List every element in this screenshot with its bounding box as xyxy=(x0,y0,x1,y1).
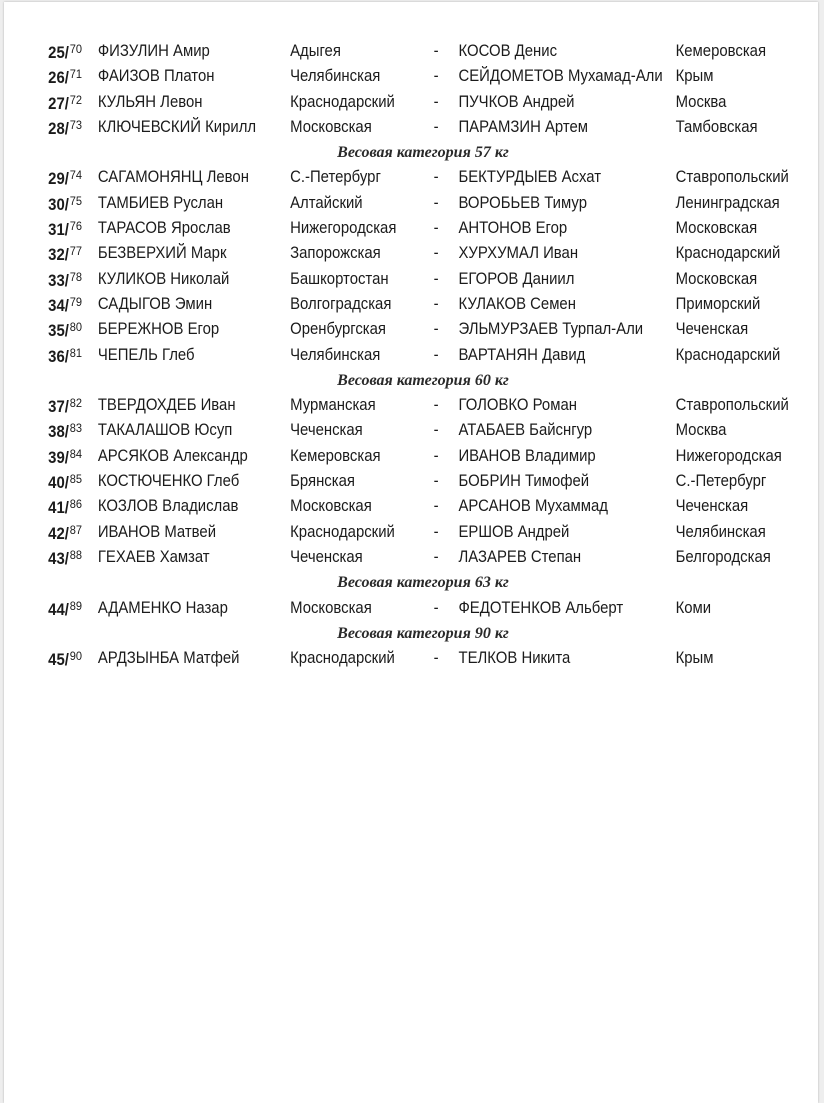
athlete-red-name: ТВЕРДОХДЕБ Иван xyxy=(97,396,236,415)
athlete-blue-name: АРСАНОВ Мухаммад xyxy=(458,497,608,516)
athlete-red-region: Волгоградская xyxy=(290,294,392,313)
athlete-red-region: Башкортостан xyxy=(290,269,389,288)
bout-row xyxy=(4,90,814,115)
bout-number xyxy=(48,244,82,265)
versus-dash: - xyxy=(433,92,439,111)
bout-number-overall: 79 xyxy=(69,294,83,309)
versus-dash: - xyxy=(433,193,439,212)
bout-row xyxy=(4,115,814,140)
bout-number-overall: 70 xyxy=(69,42,83,56)
athlete-blue-name: ЕГОРОВ Даниил xyxy=(458,269,575,288)
athlete-blue-region: Коми xyxy=(675,598,712,617)
athlete-red-region: Чеченская xyxy=(290,421,363,440)
versus-dash: - xyxy=(433,320,439,339)
bout-row xyxy=(4,520,814,545)
versus-dash: - xyxy=(433,345,439,364)
versus-dash: - xyxy=(433,67,439,86)
athlete-blue-name: ЭЛЬМУРЗАЕВ Турпал-Али xyxy=(458,320,644,339)
athlete-red-region: Челябинская xyxy=(290,345,381,364)
bout-number-overall: 87 xyxy=(69,522,83,537)
athlete-blue-region: Крым xyxy=(675,67,714,86)
bout-number-overall: 76 xyxy=(69,219,83,234)
bout-number xyxy=(48,320,82,341)
versus-dash: - xyxy=(433,522,439,541)
versus-dash: - xyxy=(433,446,439,465)
bout-number xyxy=(48,649,82,670)
athlete-red-name: ФИЗУЛИН Амир xyxy=(97,42,210,60)
bout-number-overall: 83 xyxy=(69,421,83,436)
athlete-red-region: Челябинская xyxy=(290,67,381,86)
athlete-red-region: Нижегородская xyxy=(290,219,397,238)
athlete-red-name: ЧЕПЕЛЬ Глеб xyxy=(97,345,195,364)
athlete-blue-name: ПУЧКОВ Андрей xyxy=(458,92,575,111)
athlete-blue-name: ЛАЗАРЕВ Степан xyxy=(458,547,582,566)
athlete-red-region: Запорожская xyxy=(290,244,381,263)
bout-number xyxy=(48,447,82,468)
bout-row xyxy=(4,64,814,89)
athlete-blue-name: АТАБАЕВ Байснгур xyxy=(458,421,593,440)
versus-dash: - xyxy=(433,269,439,288)
athlete-red-name: АРДЗЫНБА Матфей xyxy=(97,649,240,668)
bout-row xyxy=(4,241,814,266)
athlete-blue-region: Ставропольский xyxy=(675,168,789,187)
athlete-red-name: АДАМЕНКО Назар xyxy=(97,598,228,617)
bout-row xyxy=(4,596,814,621)
athlete-blue-region: С.-Петербург xyxy=(675,472,767,491)
athlete-red-region: Краснодарский xyxy=(290,649,395,668)
athlete-red-region: Алтайский xyxy=(290,193,363,212)
athlete-red-name: КЛЮЧЕВСКИЙ Кирилл xyxy=(97,117,257,136)
athlete-red-region: Московская xyxy=(290,598,372,617)
bout-row xyxy=(4,317,814,342)
athlete-blue-region: Челябинская xyxy=(675,522,766,541)
bout-number-main: 31/ xyxy=(48,221,69,240)
bout-number xyxy=(48,118,82,139)
bout-number-main: 34/ xyxy=(48,296,69,315)
athlete-blue-name: ХУРХУМАЛ Иван xyxy=(458,244,579,263)
bout-number-main: 30/ xyxy=(48,195,69,214)
weight-category-heading: Весовая категория 57 кг xyxy=(337,144,509,162)
athlete-blue-name: КУЛАКОВ Семен xyxy=(458,294,576,313)
bout-row xyxy=(4,292,814,317)
athlete-blue-region: Нижегородская xyxy=(675,446,782,465)
bout-number xyxy=(48,93,82,114)
athlete-red-name: АРСЯКОВ Александр xyxy=(97,446,248,465)
bout-number xyxy=(48,295,82,316)
bout-number xyxy=(48,346,82,367)
bout-number-overall: 73 xyxy=(69,117,83,132)
athlete-red-name: КУЛЬЯН Левон xyxy=(97,92,203,111)
bout-row xyxy=(4,343,814,368)
athlete-red-name: КОСТЮЧЕНКО Глеб xyxy=(97,472,240,491)
athlete-blue-name: ЕРШОВ Андрей xyxy=(458,522,570,541)
athlete-red-region: Мурманская xyxy=(290,396,376,415)
bout-number-main: 27/ xyxy=(48,94,69,113)
bout-row xyxy=(4,444,814,469)
versus-dash: - xyxy=(433,472,439,491)
athlete-red-name: САДЫГОВ Эмин xyxy=(97,294,213,313)
bout-number-overall: 77 xyxy=(69,244,83,259)
bout-row xyxy=(4,165,814,190)
versus-dash: - xyxy=(433,117,439,136)
athlete-blue-name: КОСОВ Денис xyxy=(458,42,558,60)
bout-number-overall: 71 xyxy=(69,67,83,82)
athlete-blue-region: Крым xyxy=(675,649,714,668)
athlete-blue-name: ФЕДОТЕНКОВ Альберт xyxy=(458,598,624,617)
bout-number-main: 29/ xyxy=(48,170,69,189)
bout-row xyxy=(4,267,814,292)
document-page xyxy=(4,2,818,1103)
bout-number-main: 35/ xyxy=(48,322,69,341)
bout-row xyxy=(4,545,814,570)
athlete-red-name: ГЕХАЕВ Хамзат xyxy=(97,547,210,566)
bout-number-main: 26/ xyxy=(48,69,69,88)
athlete-red-name: БЕЗВЕРХИЙ Марк xyxy=(97,244,227,263)
versus-dash: - xyxy=(433,547,439,566)
bout-number xyxy=(48,421,82,442)
versus-dash: - xyxy=(433,294,439,313)
bout-number-main: 41/ xyxy=(48,499,69,518)
bout-number-main: 25/ xyxy=(48,44,69,62)
bout-row xyxy=(4,191,814,216)
athlete-red-region: Кемеровская xyxy=(290,446,381,465)
athlete-red-name: САГАМОНЯНЦ Левон xyxy=(97,168,249,187)
bout-number-main: 39/ xyxy=(48,448,69,467)
athlete-blue-region: Москва xyxy=(675,92,727,111)
bout-number xyxy=(48,523,82,544)
bout-number xyxy=(48,42,82,63)
bout-number-overall: 85 xyxy=(69,472,83,487)
bout-number xyxy=(48,270,82,291)
versus-dash: - xyxy=(433,421,439,440)
bout-number-overall: 88 xyxy=(69,547,83,562)
bout-number-main: 38/ xyxy=(48,423,69,442)
athlete-red-region: Оренбургская xyxy=(290,320,387,339)
versus-dash: - xyxy=(433,168,439,187)
athlete-blue-region: Московская xyxy=(675,219,758,238)
athlete-red-name: ТАКАЛАШОВ Юсуп xyxy=(97,421,233,440)
athlete-blue-region: Приморский xyxy=(675,294,761,313)
bout-number xyxy=(48,194,82,215)
athlete-blue-name: ПАРАМЗИН Артем xyxy=(458,117,589,136)
bout-row xyxy=(4,216,814,241)
versus-dash: - xyxy=(433,42,439,60)
bout-number xyxy=(48,472,82,493)
weight-category-heading: Весовая категория 60 кг xyxy=(337,371,509,389)
bout-number-main: 37/ xyxy=(48,398,69,417)
bout-number-overall: 74 xyxy=(69,168,83,183)
versus-dash: - xyxy=(433,396,439,415)
versus-dash: - xyxy=(433,649,439,668)
bout-number-overall: 84 xyxy=(69,446,83,461)
bout-number-main: 40/ xyxy=(48,474,69,493)
athlete-blue-region: Белгородская xyxy=(675,547,771,566)
athlete-red-region: Краснодарский xyxy=(290,522,395,541)
athlete-red-region: Чеченская xyxy=(290,547,363,566)
athlete-blue-region: Московская xyxy=(675,269,758,288)
bout-number-main: 33/ xyxy=(48,271,69,290)
athlete-red-region: С.-Петербург xyxy=(290,168,381,187)
bout-row xyxy=(4,469,814,494)
athlete-blue-name: СЕЙДОМЕТОВ Мухамад-Али xyxy=(458,67,663,86)
athlete-blue-name: ВАРТАНЯН Давид xyxy=(458,345,586,364)
bout-row xyxy=(4,646,814,671)
bout-number-main: 44/ xyxy=(48,600,69,619)
athlete-blue-region: Краснодарский xyxy=(675,244,781,263)
athlete-blue-region: Ставропольский xyxy=(675,396,789,415)
versus-dash: - xyxy=(433,244,439,263)
versus-dash: - xyxy=(433,497,439,516)
bout-number xyxy=(48,67,82,88)
weight-category-heading: Весовая категория 63 кг xyxy=(337,574,509,592)
versus-dash: - xyxy=(433,219,439,238)
athlete-blue-region: Чеченская xyxy=(675,497,749,516)
bout-number xyxy=(48,548,82,569)
athlete-blue-name: ВОРОБЬЕВ Тимур xyxy=(458,193,587,212)
athlete-blue-name: ГОЛОВКО Роман xyxy=(458,396,577,415)
bout-number-overall: 89 xyxy=(69,598,83,613)
athlete-red-name: ИВАНОВ Матвей xyxy=(97,522,217,541)
bout-number-main: 42/ xyxy=(48,524,69,543)
athlete-blue-region: Кемеровская xyxy=(675,42,767,60)
athlete-blue-region: Краснодарский xyxy=(675,345,781,364)
bout-number-main: 36/ xyxy=(48,347,69,366)
athlete-red-name: БЕРЕЖНОВ Егор xyxy=(97,320,220,339)
bout-number-main: 28/ xyxy=(48,119,69,138)
athlete-blue-name: ТЕЛКОВ Никита xyxy=(458,649,571,668)
athlete-red-region: Краснодарский xyxy=(290,92,395,111)
athlete-red-region: Московская xyxy=(290,117,372,136)
bout-number xyxy=(48,168,82,189)
athlete-red-name: ТАРАСОВ Ярослав xyxy=(97,219,231,238)
bout-number-main: 43/ xyxy=(48,549,69,568)
bout-number xyxy=(48,219,82,240)
athlete-red-region: Брянская xyxy=(290,472,355,491)
bout-number-overall: 82 xyxy=(69,396,83,411)
athlete-blue-region: Тамбовская xyxy=(675,117,758,136)
athlete-blue-region: Москва xyxy=(675,421,727,440)
bout-row xyxy=(4,393,814,418)
bout-number-overall: 78 xyxy=(69,269,83,284)
bout-row xyxy=(4,418,814,443)
athlete-blue-region: Чеченская xyxy=(675,320,749,339)
bout-number-overall: 75 xyxy=(69,193,83,208)
athlete-blue-name: АНТОНОВ Егор xyxy=(458,219,568,238)
bout-number-overall: 80 xyxy=(69,320,83,335)
athlete-red-region: Адыгея xyxy=(290,42,341,60)
bout-number-overall: 72 xyxy=(69,92,83,107)
bout-number xyxy=(48,599,82,620)
bout-number-overall: 81 xyxy=(69,345,83,360)
bout-list xyxy=(4,39,818,671)
bout-number-overall: 90 xyxy=(69,649,83,664)
athlete-red-name: КОЗЛОВ Владислав xyxy=(97,497,239,516)
bout-number-overall: 86 xyxy=(69,497,83,512)
athlete-blue-name: БОБРИН Тимофей xyxy=(458,472,590,491)
athlete-blue-name: БЕКТУРДЫЕВ Асхат xyxy=(458,168,602,187)
athlete-red-name: ТАМБИЕВ Руслан xyxy=(97,193,224,212)
weight-category-heading: Весовая категория 90 кг xyxy=(337,624,509,642)
athlete-blue-region: Ленинградская xyxy=(675,193,780,212)
athlete-red-name: ФАИЗОВ Платон xyxy=(97,67,215,86)
athlete-blue-name: ИВАНОВ Владимир xyxy=(458,446,596,465)
bout-number xyxy=(48,396,82,417)
bout-row xyxy=(4,494,814,519)
bout-number-main: 32/ xyxy=(48,246,69,265)
bout-row xyxy=(4,39,814,64)
bout-number-main: 45/ xyxy=(48,651,69,670)
athlete-red-name: КУЛИКОВ Николай xyxy=(97,269,230,288)
versus-dash: - xyxy=(433,598,439,617)
athlete-red-region: Московская xyxy=(290,497,372,516)
bout-number xyxy=(48,497,82,518)
